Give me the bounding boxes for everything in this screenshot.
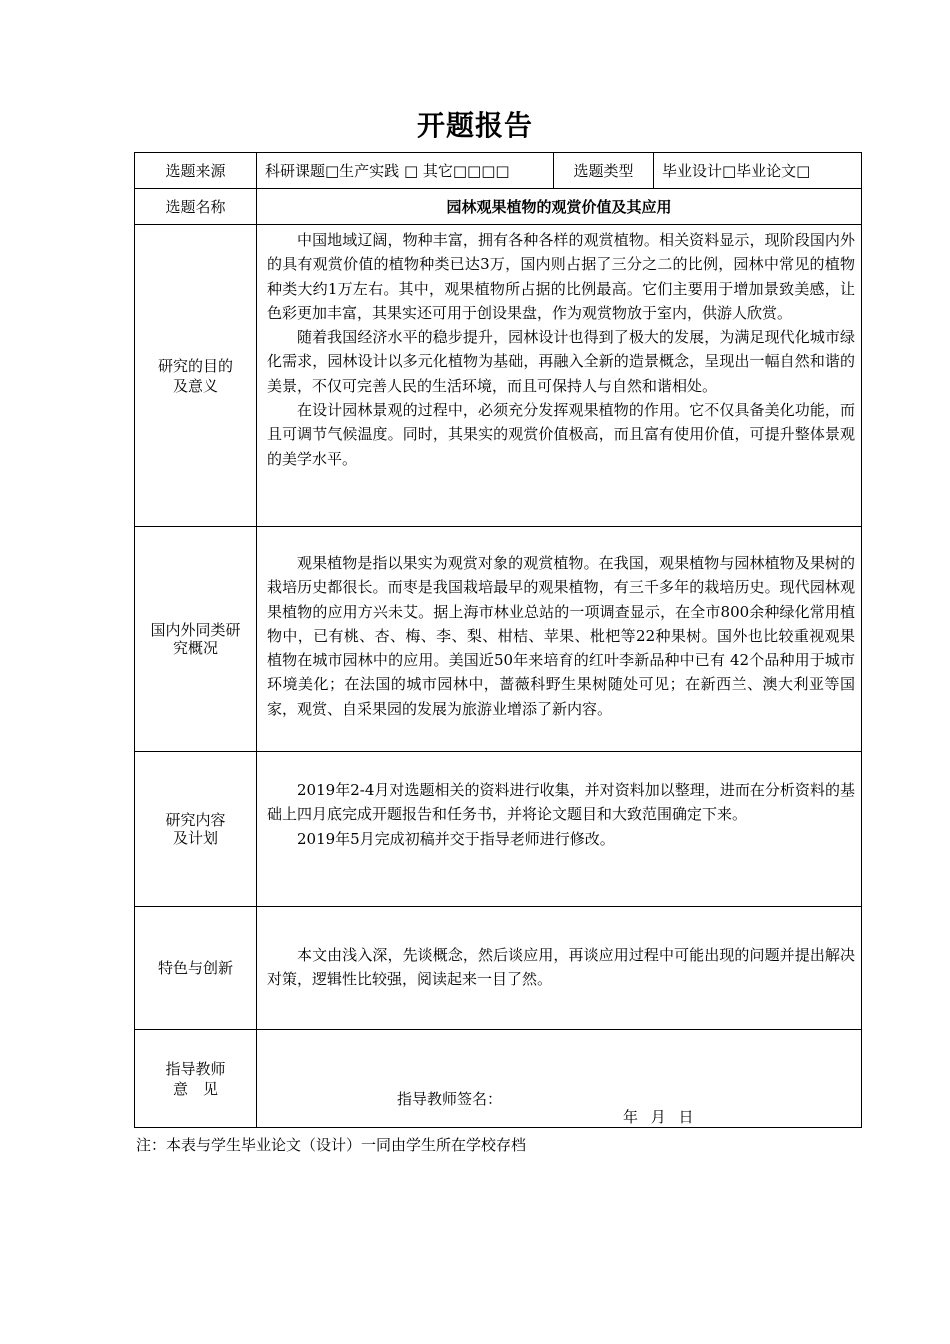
plan-label: [135, 752, 257, 907]
type-label: 选题类型: [554, 153, 654, 189]
overview-label: [135, 527, 257, 752]
type-value: 毕业设计□毕业论文□: [654, 153, 862, 189]
row-innovation: [135, 907, 862, 1030]
row-topic-source: [135, 153, 862, 189]
innovation-label: 特色与创新: [135, 907, 257, 1030]
footnote: 注：本表与学生毕业论文（设计）一同由学生所在学校存档: [136, 1136, 527, 1154]
name-label: 选题名称: [135, 189, 257, 225]
purpose-label: [135, 225, 257, 527]
proposal-form-table: [134, 152, 862, 1128]
advisor-label: [135, 1030, 257, 1128]
row-overview: [135, 527, 862, 752]
date-label: 年 月 日: [623, 1108, 694, 1126]
plan-label-text: 研究内容及计划: [165, 811, 226, 847]
advisor-label-line2: 意 见: [172, 1079, 218, 1098]
overview-content: [257, 527, 862, 752]
purpose-paragraph: 在设计园林景观的过程中，必须充分发挥观果植物的作用。它不仅具备美化功能，而且可调节气候温度。同时，其果实的观赏价值极高，而且富有使用价值，可提升整体景观的美学水平。: [267, 401, 855, 468]
innovation-content: [257, 907, 862, 1030]
purpose-label-text: 研究的目的及意义: [157, 356, 233, 395]
plan-paragraph: 2019年2-4月对选题相关的资料进行收集，并对资料加以整理，进而在分析资料的基础上四月底完成开题报告和任务书，并将论文题目和大致范围确定下来。: [267, 781, 855, 824]
row-topic-name: [135, 189, 862, 225]
topic-name: 园林观果植物的观赏价值及其应用: [257, 189, 862, 225]
signature-label: 指导教师签名：: [397, 1090, 503, 1108]
advisor-content: [257, 1030, 862, 1128]
overview-paragraph: 观果植物是指以果实为观赏对象的观赏植物。在我国，观果植物与园林植物及果树的栽培历史都很长。而枣是我国栽培最早的观果植物，有三千多年的栽培历史。现代园林观果植物的应用方兴未艾。据上海市林业总站的一项调查显示，在全市800余种绿化常用植物中，已有桃、杏、梅、李、梨、柑桔、苹果、枇杷等22种果树。国外也比较重视观果植物在城市园林中的应用。美国近50年来培育的红叶李新品种中已有 42个品种用于城市环境美化；在法国的城市园林中，蔷薇科野生果树随处可见；在新西兰、澳大利亚等国家，观赏、自采果园的发展为旅游业增添了新内容。: [267, 554, 855, 718]
innovation-paragraph: 本文由浅入深，先谈概念，然后谈应用，再谈应用过程中可能出现的问题并提出解决对策，逻辑性比较强，阅读起来一目了然。: [267, 946, 855, 989]
row-purpose: [135, 225, 862, 527]
source-label: 选题来源: [135, 153, 257, 189]
source-value: 科研课题□生产实践 □ 其它□□□□: [257, 153, 554, 189]
overview-label-text: 国内外同类研究概况: [150, 621, 241, 657]
purpose-paragraph: 中国地域辽阔，物种丰富，拥有各种各样的观赏植物。相关资料显示，现阶段国内外的具有观赏价值的植物种类已达3万，国内则占据了三分之二的比例，园林中常见的植物种类大约1万左右。其中，观果植物所占据的比例最高。它们主要用于增加景致美感，让色彩更加丰富，其果实还可用于创设果盘，作为观赏物放于室内，供游人欣赏。: [267, 231, 855, 322]
row-plan: [135, 752, 862, 907]
page-title: 开题报告: [416, 109, 533, 142]
purpose-content: [257, 225, 862, 527]
row-advisor: [135, 1030, 862, 1128]
advisor-label-line1: 指导教师: [165, 1059, 226, 1078]
purpose-paragraph: 随着我国经济水平的稳步提升，园林设计也得到了极大的发展，为满足现代化城市绿化需求，园林设计以多元化植物为基础，再融入全新的造景概念，呈现出一幅自然和谐的美景，不仅可完善人民的生活环境，而且可保持人与自然和谐相处。: [267, 328, 855, 395]
plan-content: [257, 752, 862, 907]
plan-paragraph: 2019年5月完成初稿并交于指导老师进行修改。: [297, 829, 615, 848]
